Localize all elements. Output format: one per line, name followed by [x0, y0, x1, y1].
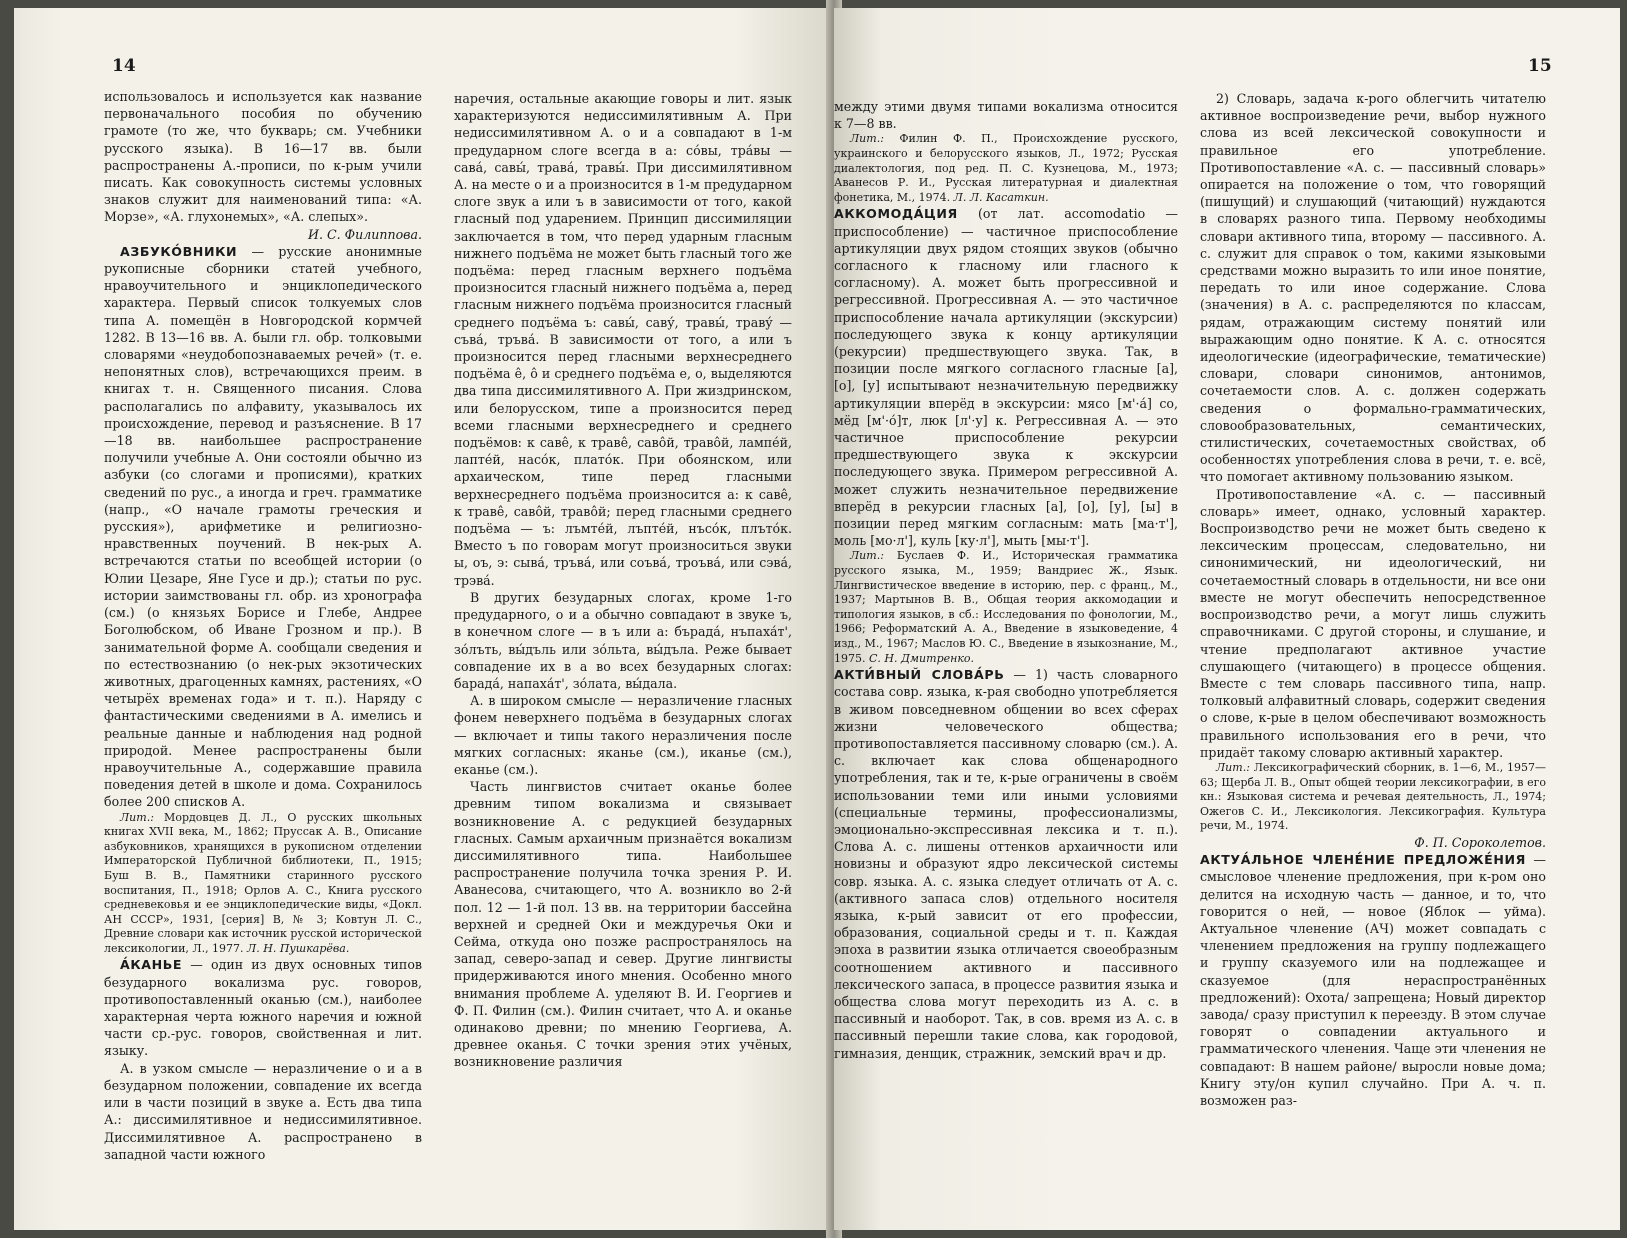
- entry-headword: А́КАНЬЕ: [120, 957, 183, 973]
- literature-text: Филин Ф. П., Происхождение русского, украинского и белорусского языков, Л., 1972; Русская диалектология, под ред. П. С. Кузнецова, М., 1973; Аванесов Р. И., Русская литературная и диалектная фонетика, М., 1974.: [834, 132, 1178, 204]
- column-2: [454, 90, 792, 1200]
- literature-list: [104, 811, 422, 957]
- literature-text: Буслаев Ф. И., Историческая грамматика русского языка, М., 1959; Вандриес Ж., Язык. Лингвистическое введение в историю, пер. с франц., М., 1937; Мартынов В. В., Общая теория аккомодации и типология языков, в сб.: Исследования по фонологии, М., 1966; Реформатский А. А., Введение в языковедение, 4 изд., М., 1967; Маслов Ю. С., Введение в языкознание, М., 1975.: [834, 549, 1178, 665]
- entry-text: — смысловое членение предложения, при к-ром оно делится на исходную часть — данное, и то, что говорится о ней, — новое (Яблок — уйма). Актуальное членение (АЧ) может совпадать с членением предложения на группу подлежащего и группу сказуемого или на подлежащее и сказуемое (для нераспространённых предложений): Охота/ запрещена; Новый директор завода/ сразу приступил к переезду. В этом случае говорят о совпадении актуального и грамматического членения. Чаще эти членения не совпадают: В нашем районе/ выросли новые дома; Книгу эту/он купил случайно. При А. ч. п. возможен раз-: [1200, 852, 1546, 1108]
- paragraph: Часть лингвистов считает оканье более древним типом вокализма и связывает возникновение А. с редукцией безударных гласных. Самым архаичным признаётся вокализм диссимилятивного типа. Наибольшее распространение получила точка зрения Р. И. Аванесова, считающего, что А. возникло во 2-й пол. 12 — 1-й пол. 13 вв. на территории бассейна верхней и средней Оки и междуречья Оки и Сейма, откуда оно позже распространялось на запад, северо-запад и север. Другие лингвисты придерживаются иного мнения. Особенно много внимания проблеме А. уделяют В. И. Георгиев и Ф. П. Филин (см.). Филин считает, что А. и оканье одинаково древни; по мнению Георгиева, А. древнее оканья. С точки зрения этих учёных, возникновение различия: [454, 779, 792, 1070]
- right-page: [834, 8, 1620, 1230]
- author-signature: И. С. Филиппова.: [308, 226, 422, 242]
- paragraph: А. в широком смысле — неразличение гласных фонем неверхнего подъёма в безударных слогах — включает и типы такого неразличения после мягких согласных: яканье (см.), иканье (см.), еканье (см.).: [454, 693, 792, 777]
- literature-text: Лексикографический сборник, в. 1—6, М., 1957—63; Щерба Л. В., Опыт общей теории лексикографии, в его кн.: Языковая система и речевая деятельность, Л., 1974; Ожегов С. И., Лексикология. Лексикография. Культура речи, М., 1974.: [1200, 760, 1546, 833]
- author-signature: Л. Н. Пушкарёва.: [243, 941, 350, 955]
- entry-akane: [104, 956, 422, 1059]
- entry-headword: АКТИ́ВНЫЙ СЛОВА́РЬ: [834, 667, 1005, 683]
- author-signature: Л. Л. Касаткин.: [950, 190, 1049, 204]
- entry-akkomodaciya: [834, 205, 1178, 549]
- entry-aktivnyi-slovar: [834, 666, 1178, 1062]
- paragraph: А. в узком смысле — неразличение о и а в безударном положении, совпадение их всегда или в части позиций в звуке а. Есть два типа А.: диссимилятивное и недиссимилятивное. Диссимилятивное А. распространено в западной части южного: [104, 1060, 422, 1162]
- author-signature: С. Н. Дмитренко.: [865, 651, 975, 665]
- entry-azbukovniki: [104, 243, 422, 811]
- literature-list: [834, 549, 1178, 666]
- paragraph: Противопоставление «А. с. — пассивный словарь» имеет, однако, условный характер. Воспроизводство речи не может быть сведено к лексическим процессам, следовательно, ни синонимический, ни идеологический, ни сочетаемостный словарь в отдельности, ни все они вместе не могут обеспечить непосредственное воспроизводство речи, а могут лишь служить справочниками. С другой стороны, и слушание, и чтение предполагают активное участие слушающего (читающего) в процессе общения. Вместе с тем словарь пассивного типа, напр. толковый алфавитный словарь, содержит сведения о слове, к-рые в целом обеспечивают возможность правильного использования его в речи, что придаёт такому словарю активный характер.: [1200, 486, 1546, 760]
- left-page: [14, 8, 834, 1230]
- column-3: [834, 98, 1178, 1208]
- page-number-right: 15: [1528, 56, 1552, 76]
- paragraph: В других безударных слогах, кроме 1-го предударного, о и а обычно совпадают в звуке ъ, в конечном слоге — в ъ или а: бърада́, нъпаха́т', зо́лъть, вы́дъль или зо́льта, вы́дъла. Реже бывает совпадение их в а во всех безударных слогах: барада́, напаха́т', зо́лата, вы́дала.: [454, 589, 792, 691]
- paragraph: 2) Словарь, задача к-рого облегчить читателю активное воспроизведение речи, выбор нужного слова из всей лексической совокупности и правильное его употребление. Противопоставление «А. с. — пассивный словарь» опирается на положение о том, что говорящий (пишущий) и слушающий (читающий) нуждаются в словарях разного типа. Первому необходимы словари активного типа, второму — пассивного. А. с. служит для справок о том, какими языковыми средствами можно выразить то или иное понятие, передать то или иное содержание. Слова (значения) в А. с. распределяются по классам, рядам, отражающим систему понятий или выражающим одно понятие. К А. с. относятся идеологические (идеографические, тематические) словари, словари синонимов, антонимов, сочетаемости слов. А. с. должен содержать сведения о формально-грамматических, словообразовательных, семантических, стилистических, сочетаемостных свойствах, об особенностях употребления слова в речи, т. е. всё, что помогает активному пользованию языком.: [1200, 91, 1546, 485]
- entry-text: — 1) часть словарного состава совр. языка, к-рая свободно употребляется в живом повседневном общении во всех сферах жизни человеческого общества; противопоставляется пассивному словарю (см.). А. с. включает как слова общенародного употребления, так и те, к-рые ограничены в своём использовании теми или иными условиями (специальные термины, профессионализмы, эмоционально-экспрессивная лексика и т. п.). Слова А. с. лишены оттенков архаичности или новизны и образуют ядро лексической системы совр. языка. А. с. языка следует отличать от А. с. (активного запаса слов) отдельного носителя языка, к-рый зависит от его профессии, образования, социальной среды и т. п. Каждая эпоха в развитии языка отличается своеобразным соотношением активного и пассивного лексического запаса, в процессе развития языка и общества слова могут переходить из А. с. в пассивный и наоборот. Так, в сов. время из А. с. в пассивный перешли такие слова, как городовой, гимназия, денщик, стражник, земский врач и др.: [834, 667, 1178, 1061]
- page-number-left: 14: [112, 56, 136, 76]
- paragraph: между этими двумя типами вокализма относится к 7—8 вв.: [834, 99, 1178, 132]
- entry-headword: АККОМОДА́ЦИЯ: [834, 206, 958, 222]
- entry-headword: АКТУА́ЛЬНОЕ ЧЛЕНЕ́НИЕ ПРЕДЛОЖЕ́НИЯ: [1200, 852, 1526, 868]
- literature-label: Лит.:: [850, 132, 884, 146]
- entry-headword: АЗБУКО́ВНИКИ: [120, 243, 238, 259]
- entry-text: — русские анонимные рукописные сборники статей учебного, нравоучительного и энциклопедического характера. Первый список толкуемых слов типа А. помещён в Новгородской кормчей 1282. В 13—16 вв. А. были гл. обр. толковыми словарями «неудобопознаваемых речей» (т. е. непонятных слов), встречающихся преим. в книгах т. н. Священного писания. Слова располагались по алфавиту, указывалось их происхождение, перевод и разъяснение. В 17—18 вв. наибольшее распространение получили учебные А. Они состояли обычно из азбуки (со слогами и прописями), кратких сведений по рус., а иногда и греч. грамматике (напр., «О начале грамоты греческия и русския»), арифметике и религиозно-нравственных поучений. В нек-рых А. встречаются статьи по всеобщей истории (о Юлии Цезаре, Яне Гусе и др.); статьи по рус. истории заимствованы гл. обр. из хронографа (см.) (о князьях Борисе и Глебе, Андрее Боголюбском, об Иване Грозном и пр.). В занимательной форме А. сообщали сведения и по естествознанию (о нек-рых экзотических животных, драгоценных камнях, растениях, «О четырёх временах года» и т. п.). Наряду с фантастическими сведениями в А. имелись и реальные данные и наблюдения над родной природой. Менее распространены были нравоучительные А., содержавшие правила поведения детей в школе и дома. Сохранилось более 200 списков А.: [104, 243, 422, 810]
- column-1: [104, 88, 422, 1198]
- entry-aktualnoe-chlenenie: [1200, 851, 1546, 1109]
- author-signature: Ф. П. Сороколетов.: [1414, 834, 1546, 850]
- literature-label: Лит.:: [1216, 760, 1250, 774]
- entry-text: — один из двух основных типов безударного вокализма рус. говоров, противопоставленный оканью (см.), наиболее характерная черта южного наречия и южной части ср.-рус. говоров, свойственная и лит. языку.: [104, 957, 422, 1059]
- paragraph: использовалось и используется как название первоначального пособия по обучению грамоте (то же, что букварь; см. Учебники русского языка). В 16—17 вв. были распространены А.-прописи, по к-рым учили писать. Как совокупность системы условных знаков служит для наименований типа: «А. Морзе», «А. глухонемых», «А. слепых».: [104, 89, 422, 225]
- literature-label: Лит.:: [120, 810, 154, 824]
- literature-label: Лит.:: [850, 549, 884, 563]
- entry-text: (от лат. accomodatio — приспособление) — частичное приспособление артикуляции двух рядом стоящих звуков (обычно согласного к гласному или гласного к согласному). А. может быть прогрессивной и регрессивной. Прогрессивная А. — это частичное приспособление начала артикуляции (экскурсии) последующего звука к концу артикуляции (рекурсии) предшествующего звука. Так, в позиции после мягкого согласного гласные [а], [о], [у] испытывают незначительную передвижку артикуляции вперёд в экскурсии: мясо [м'·а́] со, мёд [м'·о́]т, люк [л'·у] к. Регрессивная А. — это частичное приспособление рекурсии предшествующего звука к экскурсии последующего звука. Примером регрессивной А. может служить незначительное передвижение вперёд в рекурсии гласных [а], [о], [у], [ы] в позиции перед мягким согласным: мать [ма·т'], моль [мо·л'], куль [ку·л'], мыть [мы·т'].: [834, 206, 1178, 549]
- column-4: [1200, 90, 1546, 1200]
- literature-list: [834, 132, 1178, 205]
- literature-text: Мордовцев Д. Л., О русских школьных книгах XVII века, М., 1862; Пруссак А. В., Описание азбуковников, хранящихся в рукописном отделении Императорской Публичной библиотеки, П., 1915; Буш В. В., Памятники старинного русского воспитания, П., 1918; Орлов А. С., Книга русского средневековья и ее энциклопедические виды, «Докл. АН СССР», 1931, [серия] В, № 3; Ковтун Л. С., Древние словари как источник русской исторической лексикологии, Л., 1977.: [104, 810, 422, 955]
- paragraph: наречия, остальные акающие говоры и лит. язык характеризуются недиссимилятивным А. При недиссимилятивном А. о и а совпадают в 1-м предударном слоге всегда в а: со́вы, тра́вы — сава́, савы́, трава́, травы́. При диссимилятивном А. на месте о и а произносится в 1-м предударном слоге звук а или ъ в зависимости от того, какой гласный под ударением. Принцип диссимиляции заключается в том, что перед ударным гласным нижнего подъёма не может быть гласный того же подъёма: перед гласным верхнего подъёма произносится гласный нижнего подъёма а, перед гласным нижнего подъёма произносится гласный среднего подъёма ъ: савы́, саву́, травы́, траву́ — съва́, тръва́. В зависимости от того, а или ъ произносится перед гласными верхнесреднего подъёма е̂, о̂ и среднего подъёма е, о, выделяются два типа диссимилятивного А. При жиздринском, или белорусском, типе а произносится перед всеми гласными верхнесреднего и среднего подъёмов: к саве̂, к траве̂, саво̂й, траво̂й, лампе́й, лапте́й, насо́к, плато́к. При обоянском, или архаическом, типе перед гласными верхнесреднего подъёма произносится а: к саве̂, к траве̂, саво̂й, траво̂й; перед гласными среднего подъёма — ъ: лъмте́й, лъпте́й, нъсо́к, плъто́к. Вместо ъ по говорам могут произноситься звуки ы, оъ, э: сыва́, тръва́, или соъва́, троъва́, или сэва́, трэва́.: [454, 91, 792, 588]
- literature-list: [1200, 761, 1546, 834]
